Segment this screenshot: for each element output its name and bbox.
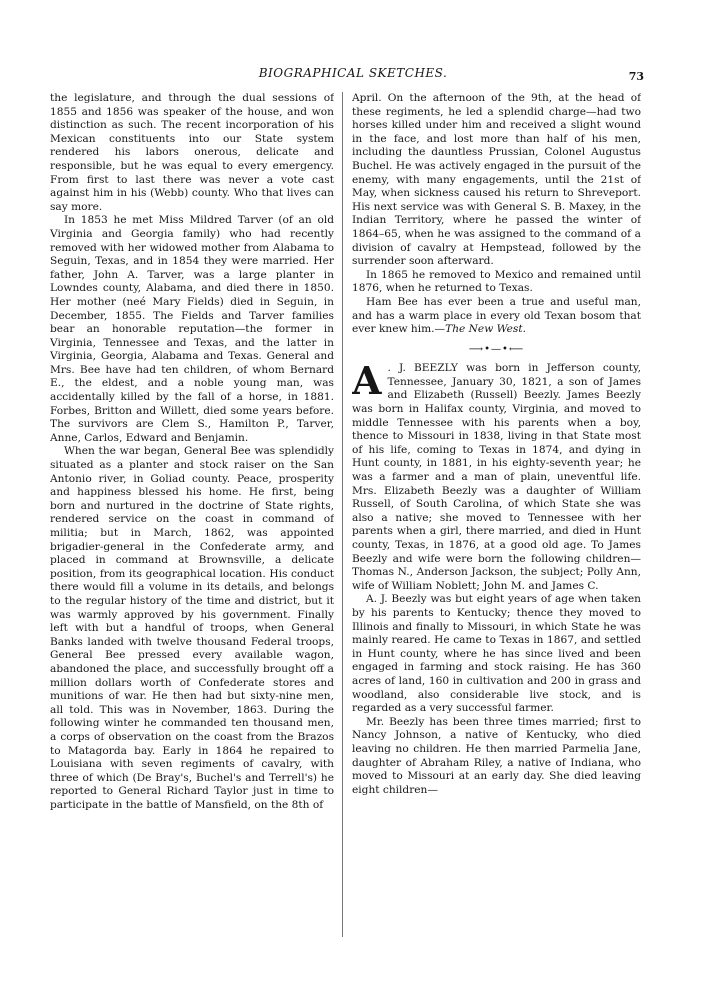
paragraph: When the war began, General Bee was splendidly situated as a planter and stock raiser on the San Antonio river, in Goliad county. Peace, prosperity and happiness blessed his home. He first, being born and nurtured in the doctrine of State rights, rendered service on the coast in command of militia; but in March, 1862, was appointed brigadier-general in the Confederate army, and placed in command at Brownsville, a delicate position, from its geographical location. His conduct there would fill a volume in its details, and belongs to the regular history of the time and district, but it was warmly approved by his government. Finally left with but a handful of troops, when General Banks landed with twelve thousand Federal troops, General Bee pressed every available wagon, abandoned the place, and successfully brought off a million dollars worth of Confederate stores and munitions of war. He then had but sixty-nine men, all told. This was in November, 1863. During the following winter he commanded ten thousand men, a corps of observation on the coast from the Brazos to Matagorda bay. Early in 1864 he repaired to Louisiana with seven regiments of cavalry, with three of which (De Bray's, Buchel's and Terrell's) he reported to General Richard Taylor just in time to participate in the battle of Mansfield, on the 8th of [50, 445, 334, 811]
running-head [0, 66, 706, 84]
drop-cap-letter: A [352, 358, 382, 404]
page-number: 73 [628, 70, 644, 83]
right-column [352, 92, 641, 942]
paragraph-text: Ham Bee has ever been a true and useful man, and has a warm place in every old Texan bosom that ever knew him.— [352, 295, 641, 336]
paragraph: April. On the afternoon of the 9th, at the head of these regiments, he led a splendid charge—had two horses killed under him and received a slight wound in the face, and lost more than half of his men, including the dauntless Prussian, Colonel Augustus Buchel. He was actively engaged in the pursuit of the enemy, with many engagements, until the 21st of May, when sickness caused his return to Shreveport. His next service was with General S. B. Maxey, in the Indian Territory, where he passed the winter of 1864–65, when he was assigned to the command of a division of cavalry at Hempstead, followed by the surrender soon afterward. [352, 92, 641, 268]
source-citation: The New West. [445, 323, 526, 336]
paragraph: the legislature, and through the dual sessions of 1855 and 1856 was speaker of the house, and won distinction as such. The recent incorporation of his Mexican constituents into our State system rendered his labors onerous, delicate and responsible, but he was equal to every emergency. From first to last there was never a vote cast against him in his (Webb) county. Who that lives can say more. [50, 92, 334, 213]
paragraph: . J. BEEZLY was born in Jefferson county, Tennessee, January 30, 1821, a son of James and Elizabeth (Russell) Beezly. James Beezly was born in Halifax county, Virginia, and moved to middle Tennessee with his parents when a boy, thence to Missouri in 1838, living in that State most of his life, coming to Texas in 1874, and dying in Hunt county, in 1881, in his eighty-seventh year; he was a farmer and a man of plain, uneventful life. Mrs. Elizabeth Beezly was a daughter of William Russell, of South Carolina, of which State she was also a native; she moved to Tennessee with her parents when a girl, there married, and died in Hunt county, Texas, in 1876, at a good old age. To James Beezly and wife were born the following children—Thomas N., Anderson Jackson, the subject; Polly Ann, wife of William Noblett; John M. and James C. [352, 362, 641, 592]
paragraph: A. J. Beezly was but eight years of age when taken by his parents to Kentucky; thence they moved to Illinois and finally to Missouri, in which State he was mainly reared. He came to Texas in 1867, and settled in Hunt county, where he has since lived and been engaged in farming and stock raising. He has 360 acres of land, 160 in cultivation and 200 in grass and woodland, also considerable live stock, and is regarded as a very successful farmer. [352, 593, 641, 715]
paragraph: In 1865 he removed to Mexico and remained until 1876, when he returned to Texas. [352, 268, 641, 295]
paragraph: Mr. Beezly has been three times married; first to Nancy Johnson, a native of Kentucky, who died leaving no children. He then married Parmelia Jane, daughter of Abraham Riley, a native of Indiana, who moved to Missouri at an early day. She died leaving eight children— [352, 715, 641, 796]
paragraph: In 1853 he met Miss Mildred Tarver (of an old Virginia and Georgia family) who had recently removed with her widowed mother from Alabama to Seguin, Texas, and in 1854 they were married. Her father, John A. Tarver, was a large planter in Lowndes county, Alabama, and died there in 1850. Her mother (neé Mary Fields) died in Seguin, in December, 1855. The Fields and Tarver families bear an honorable reputation—the former in Virginia, Tennessee and Texas, and the latter in Virginia, Georgia, Alabama and Texas. General and Mrs. Bee have had ten children, of whom Bernard E., the eldest, and a noble young man, was accidentally killed by the fall of a horse, in 1881. Forbes, Britton and Willett, died some years before. The survivors are Clem S., Hamilton P., Tarver, Anne, Carlos, Edward and Benjamin. [50, 214, 334, 444]
left-column [50, 92, 334, 942]
running-title: BIOGRAPHICAL SKETCHES. [258, 66, 448, 80]
column-divider [342, 92, 343, 937]
paragraph [352, 296, 641, 337]
section-ornament: ⟶•—•⟵ [468, 343, 525, 355]
biography-entry [352, 358, 641, 593]
